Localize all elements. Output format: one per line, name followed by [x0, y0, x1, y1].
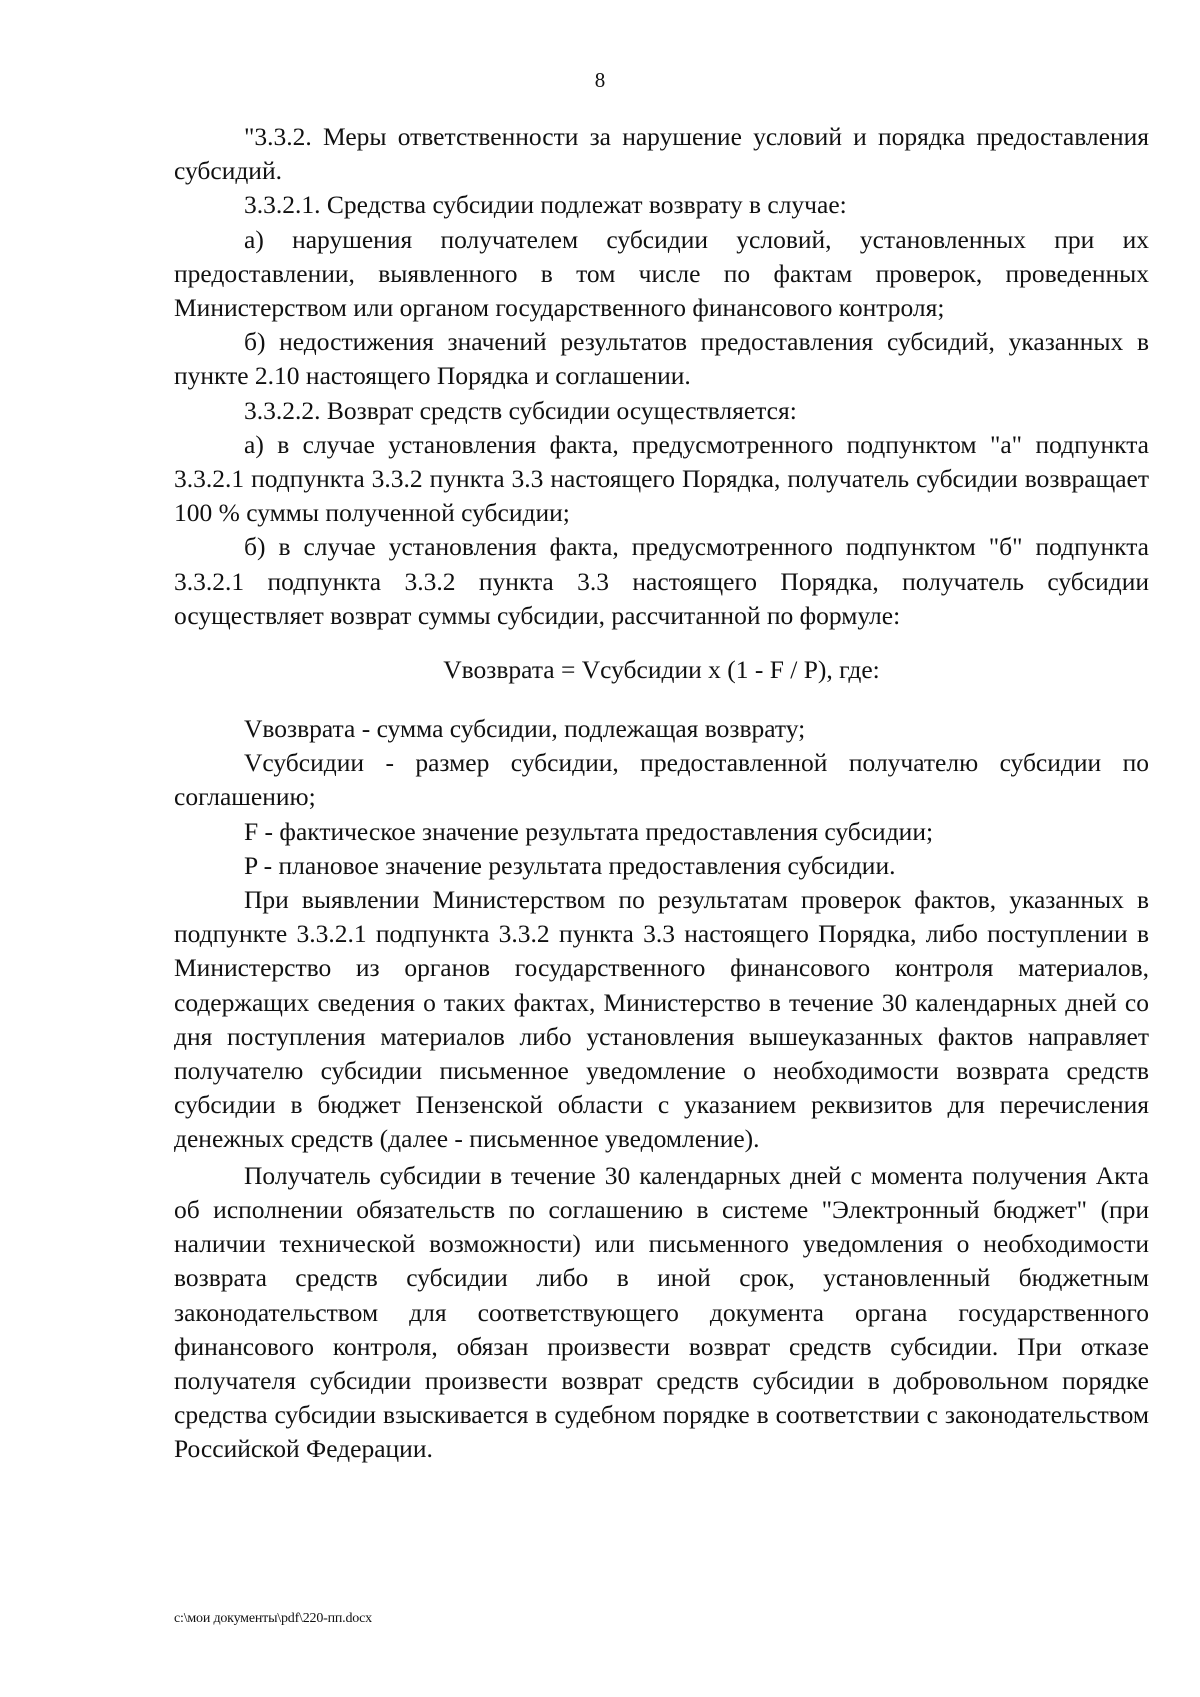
- paragraph: а) в случае установления факта, предусмотренного подпунктом "а" подпункта 3.3.2.1 подпункта 3.3.2 пункта 3.3 настоящего Порядка, получатель субсидии возвращает 100 % суммы полученной субсидии;: [174, 429, 1149, 528]
- definition: Vвозврата - сумма субсидии, подлежащая возврату;: [244, 714, 806, 744]
- paragraph: 3.3.2.1. Средства субсидии подлежат возврату в случае:: [244, 190, 847, 220]
- paragraph: При выявлении Министерством по результатам проверок фактов, указанных в подпункте 3.3.2.1 подпункта 3.3.2 пункта 3.3 настоящего Порядка, либо поступлении в Министерство из органов государственного финансового контроля материалов, содержащих сведения о таких фактах, Министерство в течение 30 календарных дней со дня поступления материалов либо установления вышеуказанных фактов направляет получателю субсидии письменное уведомление о необходимости возврата средств субсидии в бюджет Пензенской области с указанием реквизитов для перечисления денежных средств (далее - письменное уведомление).: [174, 885, 1149, 1154]
- paragraph: а) нарушения получателем субсидии условий, установленных при их предоставлении, выявленного в том числе по фактам проверок, проведенных Министерством или органом государственного финансового контроля;: [174, 224, 1149, 323]
- section-heading: "3.3.2. Меры ответственности за нарушение условий и порядка предоставления субсидий.: [174, 122, 1149, 186]
- formula: Vвозврата = Vсубсидии x (1 - F / P), где:: [443, 655, 880, 685]
- paragraph: б) в случае установления факта, предусмотренного подпунктом "б" подпункта 3.3.2.1 подпункта 3.3.2 пункта 3.3 настоящего Порядка, получатель субсидии осуществляет возврат суммы субсидии, рассчитанной по формуле:: [174, 532, 1149, 630]
- definition: Vсубсидии - размер субсидии, предоставленной получателю субсидии по соглашению;: [174, 748, 1149, 812]
- footer-file-path: c:\мои документы\pdf\220-пп.docx: [174, 1611, 372, 1626]
- definition: P - плановое значение результата предоставления субсидии.: [244, 850, 896, 880]
- paragraph: б) недостижения значений результатов предоставления субсидий, указанных в пункте 2.10 настоящего Порядка и соглашении.: [174, 327, 1149, 391]
- page-number: 8: [594, 68, 606, 92]
- document-body: [174, 120, 1149, 1467]
- paragraph: Получатель субсидии в течение 30 календарных дней с момента получения Акта об исполнении обязательств по соглашению в системе "Электронный бюджет" (при наличии технической возможности) или письменного уведомления о необходимости возврата средств субсидии либо в иной срок, установленный бюджетным законодательством для соответствующего документа органа государственного финансового контроля, обязан произвести возврат средств субсидии. При отказе получателя субсидии произвести возврат средств субсидии в добровольном порядке средства субсидии взыскивается в судебном порядке в соответствии с законодательством Российской Федерации.: [174, 1160, 1149, 1464]
- paragraph: 3.3.2.2. Возврат средств субсидии осуществляется:: [244, 395, 797, 425]
- definition: F - фактическое значение результата предоставления субсидии;: [244, 816, 934, 846]
